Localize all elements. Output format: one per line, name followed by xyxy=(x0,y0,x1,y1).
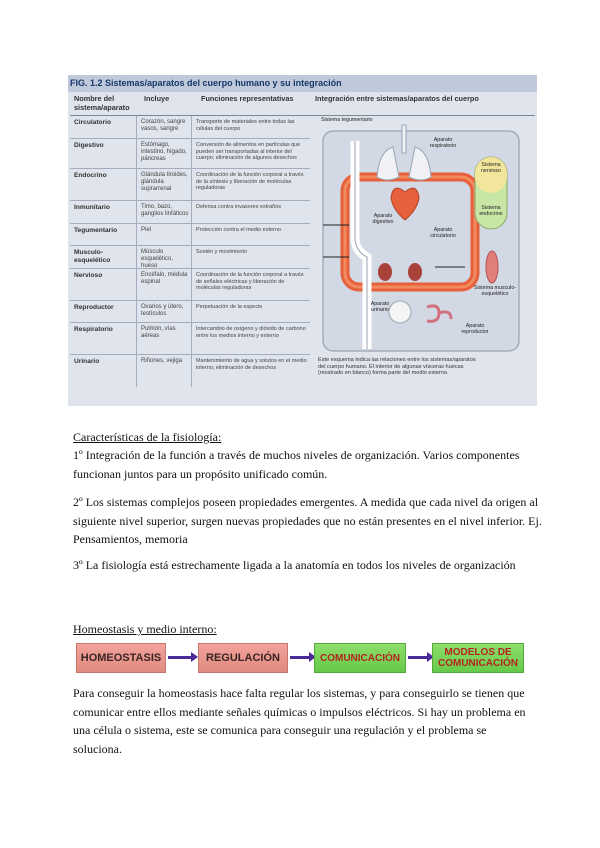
header-integration: Integración entre sistemas/aparatos del cuerpo xyxy=(315,94,479,103)
table-row xyxy=(70,246,310,269)
label-nervioso: Sistema nervioso xyxy=(480,162,502,174)
table-row xyxy=(70,224,310,246)
trachea xyxy=(402,125,406,153)
system-includes: Músculo esquelético, hueso xyxy=(136,246,191,268)
system-includes: Corazón, sangre vasos, sangre xyxy=(136,116,191,138)
table-row xyxy=(70,301,310,323)
system-functions: Sostén y movimiento xyxy=(191,246,310,268)
system-functions: Intercambio de oxígeno y dióxido de carbono entre los medios interno y externo xyxy=(191,323,310,354)
label-reproductor: Aparato reproductor xyxy=(461,323,489,335)
table-row xyxy=(70,201,310,224)
label-tegumentario: Sistema tegumentario xyxy=(321,117,373,123)
figure-caption: Este esquema indica las relaciones entre los sistemas/aparatos del cuerpo humano. El interior de algunas vísceras huecas (mostrado en blanco) forma parte del medio externo. xyxy=(318,357,476,377)
kidney-left xyxy=(378,263,392,281)
system-includes: Pulmón, vías aéreas xyxy=(136,323,191,354)
integration-diagram xyxy=(315,117,535,355)
flow-arrow-2 xyxy=(290,656,310,659)
system-name: Reproductor xyxy=(74,304,114,311)
flow-arrow-1 xyxy=(168,656,192,659)
header-functions: Funciones representativas xyxy=(201,94,294,103)
table-row xyxy=(70,355,310,387)
label-circulatorio: Aparato circulatorio xyxy=(430,227,456,239)
system-functions: Protección contra el medio externo xyxy=(191,224,310,245)
table-row xyxy=(70,169,310,201)
label-endocrino: Sistema endocrino xyxy=(479,205,503,217)
table-row xyxy=(70,139,310,169)
system-functions: Defensa contra invasores extraños xyxy=(191,201,310,223)
flow-comunicacion: COMUNICACIÓN xyxy=(314,643,406,673)
paragraph-1: 1º Integración de la función a través de muchos niveles de organización. Varios componentes funcionan juntos para un propósito unificado común. xyxy=(73,448,520,481)
system-includes: Ovarios y útero, testículos xyxy=(136,301,191,322)
header-includes: Incluye xyxy=(144,94,170,103)
section-heading-homeostasis: Homeostasis y medio interno: xyxy=(73,622,217,636)
section-heading-fisiologia: Características de la fisiología: xyxy=(73,430,222,444)
flow-homeostasis: HOMEOSTASIS xyxy=(76,643,166,673)
system-includes: Timo, bazo, ganglios linfáticos xyxy=(136,201,191,223)
system-includes: Glándula tiroides, glándula suprarrenal xyxy=(136,169,191,200)
flow-modelos: MODELOS DE COMUNICACIÓN xyxy=(432,643,524,673)
system-includes: Encéfalo, médula espinal xyxy=(136,269,191,300)
paragraph-homeostasis: Para conseguir la homeostasis hace falta regular los sistemas, y para conseguirlo se tienen que comunicar entre ellos mediante señales químicas o impulsos eléctricos. Si hay un problema en una célula o sistema, este se comunica para conseguir una regulación y el problema se soluciona. xyxy=(73,686,526,756)
systems-table xyxy=(70,116,310,387)
system-name: Musculo-esquelético xyxy=(74,249,111,264)
system-name: Digestivo xyxy=(74,142,104,149)
system-name: Endocrino xyxy=(74,172,107,179)
table-row xyxy=(70,116,310,139)
system-includes: Riñones, vejiga xyxy=(136,355,191,387)
system-functions: Transporte de materiales entre todas las células del cuerpo xyxy=(191,116,310,138)
system-functions: Perpetuación de la especie xyxy=(191,301,310,322)
label-digestivo: Aparato digestivo xyxy=(372,213,394,225)
figure-title: FIG. 1.2 Sistemas/aparatos del cuerpo humano y su integración xyxy=(68,75,537,92)
system-functions: Coordinación de la función corporal a través de la síntesis y liberación de moléculas reguladoras xyxy=(191,169,310,200)
system-name: Circulatorio xyxy=(74,119,112,126)
kidney-right xyxy=(408,263,422,281)
flow-regulacion: REGULACIÓN xyxy=(198,643,288,673)
paragraph-2: 2º Los sistemas complejos poseen propiedades emergentes. A medida que cada nivel da origen al siguiente nivel superior, surgen nuevas propiedades que no están presentes en el nivel inferior. Ej. Pensamientos, memoria xyxy=(73,495,542,546)
system-name: Respiratorio xyxy=(74,326,113,333)
flow-arrow-3 xyxy=(408,656,428,659)
figure-1-2 xyxy=(68,75,537,406)
table-row xyxy=(70,269,310,301)
system-includes: Estómago, intestino, hígado, páncreas xyxy=(136,139,191,168)
system-includes: Piel xyxy=(136,224,191,245)
system-name: Tegumentario xyxy=(74,227,118,234)
label-musculo: Sistema musculo-esquelético xyxy=(473,285,517,297)
table-row xyxy=(70,323,310,355)
label-urinario: Aparato urinario xyxy=(370,301,390,313)
label-respiratorio: Aparato respiratorio xyxy=(429,137,457,149)
system-name: Inmunitario xyxy=(74,204,110,211)
system-functions: Coordinación de la función corporal a través de señales eléctricas y liberación de moléculas reguladoras xyxy=(191,269,310,300)
system-name: Nervioso xyxy=(74,272,103,279)
paragraph-3: 3º La fisiología está estrechamente ligada a la anatomía en todos los niveles de organización xyxy=(73,558,516,572)
system-functions: Mantenimiento de agua y solutos en el medio interno; eliminación de desechos xyxy=(191,355,310,387)
system-functions: Conversión de alimentos en partículas que pueden ser transportadas al interior del cuerpo; eliminación de algunos desechos xyxy=(191,139,310,168)
muscle xyxy=(486,251,498,283)
header-system-name: Nombre del sistema/aparato xyxy=(74,94,130,112)
system-name: Urinario xyxy=(74,358,100,365)
